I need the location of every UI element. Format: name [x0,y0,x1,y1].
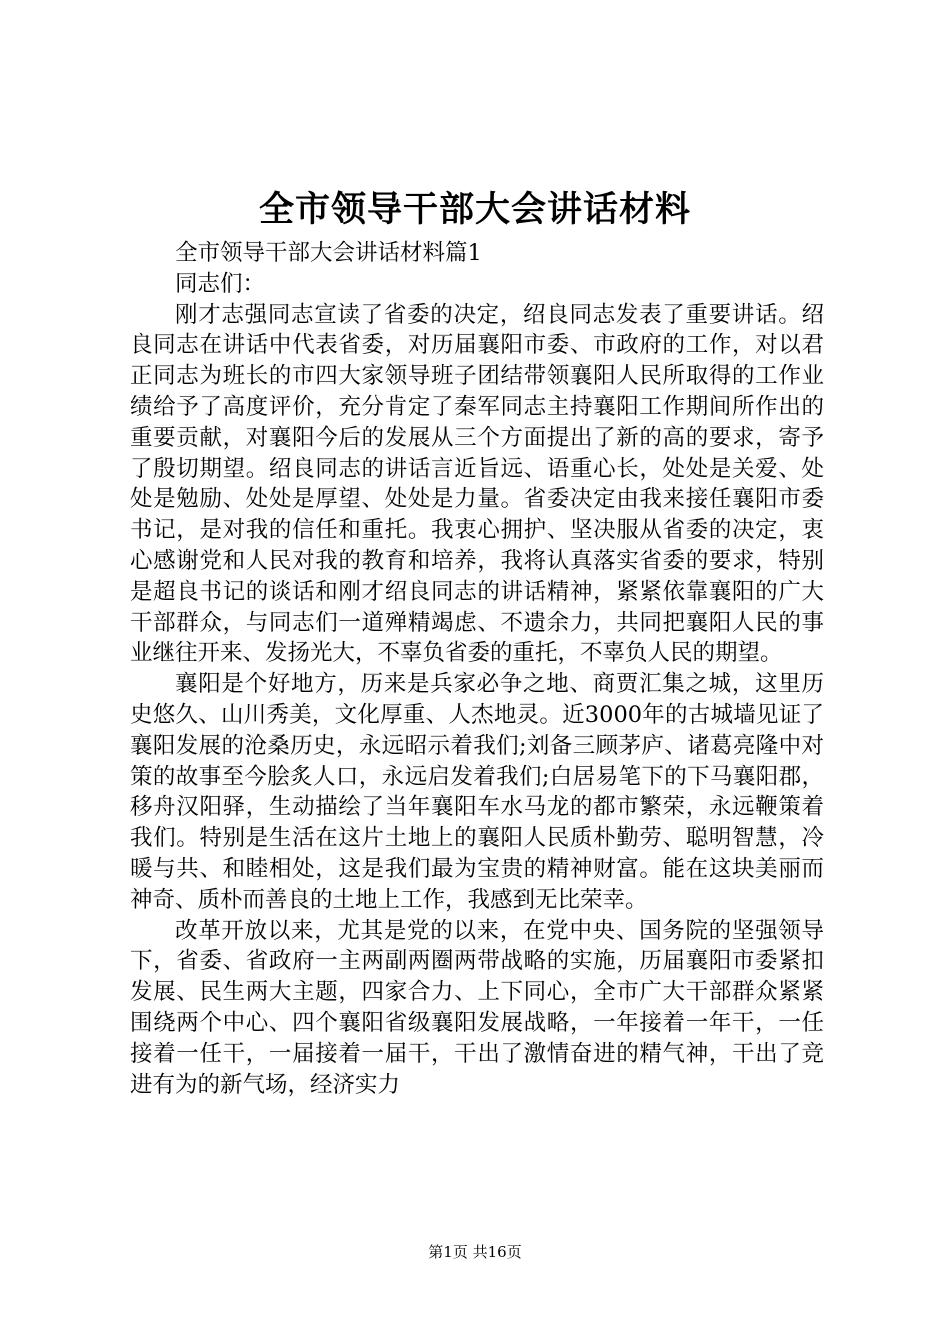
paragraph: 襄阳是个好地方，历来是兵家必争之地、商贾汇集之城，这里历史悠久、山川秀美，文化厚重、人杰地灵。近3000年的古城墙见证了襄阳发展的沧桑历史，永远昭示着我们;刘备三顾茅庐、诸葛亮隆中对策的故事至今脍炙人口，永远启发着我们;白居易笔下的下马襄阳郡，移舟汉阳驿，生动描绘了当年襄阳车水马龙的都市繁荣，永远鞭策着我们。特别是生活在这片土地上的襄阳人民质朴勤劳、聪明智慧，冷暖与共、和睦相处，这是我们最为宝贵的精神财富。能在这块美丽而神奇、质朴而善良的土地上工作，我感到无比荣幸。 [130,671,824,913]
subtitle: 全市领导干部大会讲话材料篇1 [175,240,482,266]
salutation: 同志们： [175,270,266,297]
page-footer: 第1页 共16页 [428,1243,522,1261]
paragraph: 改革开放以来，尤其是党的以来，在党中央、国务院的坚强领导下，省委、省政府一主两副两圈两带战略的实施，历届襄阳市委紧扣发展、民生两大主题，四家合力、上下同心，全市广大干部群众紧紧围绕两个中心、四个襄阳省级襄阳发展战略，一年接着一年干，一任接着一任干，一届接着一届干，干出了激情奋进的精气神，干出了竞进有为的新气场，经济实力 [130,917,824,1098]
paragraph: 刚才志强同志宣读了省委的决定，绍良同志发表了重要讲话。绍良同志在讲话中代表省委，对历届襄阳市委、市政府的工作，对以君正同志为班长的市四大家领导班子团结带领襄阳人民所取得的工作业绩给予了高度评价，充分肯定了秦军同志主持襄阳工作期间所作出的重要贡献，对襄阳今后的发展从三个方面提出了新的高的要求，寄予了殷切期望。绍良同志的讲话言近旨远、语重心长，处处是关爱、处处是勉励、处处是厚望、处处是力量。省委决定由我来接任襄阳市委书记，是对我的信任和重托。我衷心拥护、坚决服从省委的决定，衷心感谢党和人民对我的教育和培养，我将认真落实省委的要求，特别是超良书记的谈话和刚才绍良同志的讲话精神，紧紧依靠襄阳的广大干部群众，与同志们一道殚精竭虑、不遗余力，共同把襄阳人民的事业继往开来、发扬光大，不辜负省委的重托，不辜负人民的期望。 [130,301,824,667]
document-title: 全市领导干部大会讲话材料 [258,189,691,230]
document-body [130,238,824,1100]
